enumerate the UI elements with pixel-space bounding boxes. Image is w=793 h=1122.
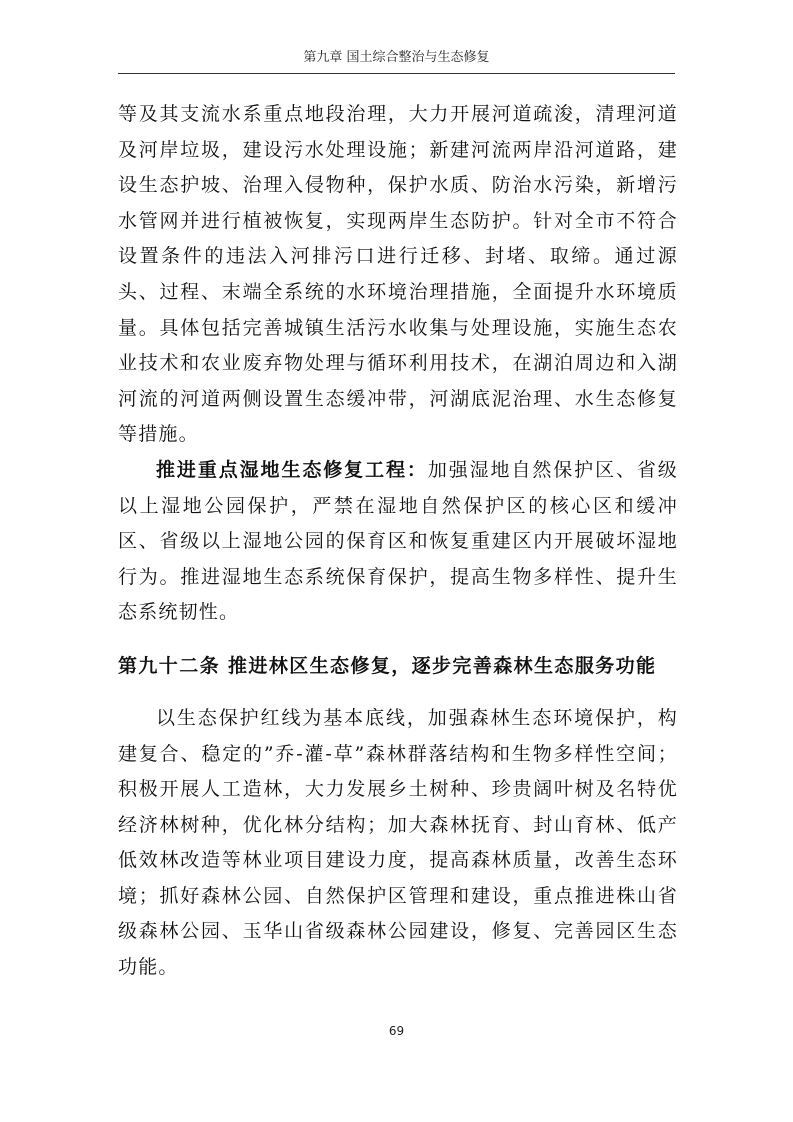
page-header: 第九章 国土综合整治与生态修复 (303, 50, 490, 65)
paragraph-water-treatment: 等及其支流水系重点地段治理，大力开展河道疏浚，清理河道及河岸垃圾，建设污水处理设施；新建河流两岸沿河道路，建设生态护坡、治理入侵物种，保护水质、防治水污染，新增污水管网并进行植被恢复，实现两岸生态防护。针对全市不符合设置条件的违法入河排污口进行迁移、封堵、取缔。通过源头、过程、末端全系统的水环境治理措施，全面提升水环境质量。具体包括完善城镇生活污水收集与处理设施，实施生态农业技术和农业废弃物处理与循环利用技术，在湖泊周边和入湖河流的河道两侧设置生态缓冲带，河湖底泥治理、水生态修复等措施。 (118, 103, 678, 446)
header-divider (118, 73, 675, 74)
paragraph-forest-restoration: 以生态保护红线为基本底线，加强森林生态环境保护，构建复合、稳定的”乔-灌-草”森林群落结构和生物多样性空间；积极开展人工造林，大力发展乡土树种、珍贵阔叶树及名特优经济林树种，优化林分结构；加大森林抚育、封山育林、低产低效林改造等林业项目建设力度，提高森林质量，改善生态环境；抓好森林公园、自然保护区管理和建设，重点推进株山省级森林公园、玉华山省级森林公园建设，修复、完善园区生态功能。 (118, 706, 678, 979)
paragraph-lead-bold: 推进重点湿地生态修复工程： (156, 458, 428, 481)
paragraph-wetland-text: 加强湿地自然保护区、省级以上湿地公园保护，严禁在湿地自然保护区的核心区和缓冲区、省级以上湿地公园的保育区和恢复重建区内开展破坏湿地行为。推进湿地生态系统保育保护，提高生物多样性、提升生态系统韧性。 (118, 458, 678, 624)
paragraph-wetland-restoration (118, 453, 678, 631)
section-heading-article-92: 第九十二条 推进林区生态修复，逐步完善森林生态服务功能 (118, 654, 657, 677)
page-number: 69 (388, 1024, 405, 1038)
document-body (118, 97, 678, 986)
